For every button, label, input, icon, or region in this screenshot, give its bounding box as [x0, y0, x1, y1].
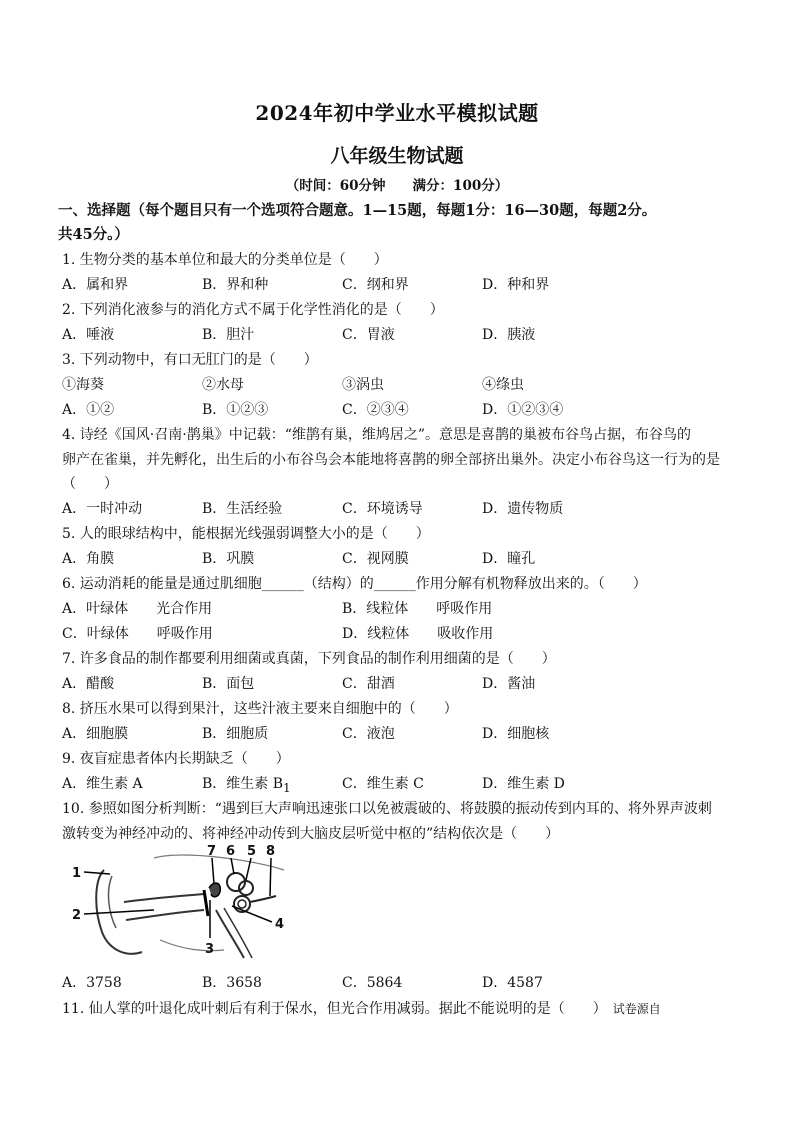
question-6-stem: 6. 运动消耗的能量是通过肌细胞______（结构）的______作用分解有机物释放出来的。（ ） [62, 576, 647, 592]
question-9-stem: 9. 夜盲症患者体内长期缺乏（ ） [62, 751, 290, 767]
question-4-stem-line3: （ ） [62, 476, 118, 492]
figure-label-8: 8 [266, 844, 276, 859]
q3-option-c: C．②③④ [342, 402, 409, 418]
figure-label-6: 6 [226, 844, 236, 859]
figure-label-2: 2 [72, 908, 82, 923]
leader-8 [270, 858, 271, 896]
figure-label-4: 4 [275, 917, 285, 932]
figure-label-5: 5 [247, 844, 257, 859]
q6-option-b: B．线粒体 呼吸作用 [342, 601, 493, 617]
q2-option-d: D．胰液 [482, 327, 536, 343]
q3-item-4: ④绦虫 [482, 377, 524, 393]
question-8-stem: 8. 挤压水果可以得到果汁，这些汁液主要来自细胞中的（ ） [62, 701, 458, 717]
q9-option-b-subscript: 1 [283, 780, 291, 795]
question-4-stem-line1: 4. 诗经《国风·召南·鹊巢》中记载：“维鹊有巢，维鸠居之”。意思是喜鹊的巢被布谷鸟占据，布谷鸟的 [62, 427, 692, 443]
cochlea-inner [238, 900, 246, 908]
q1-option-a: A．属和界 [62, 277, 129, 293]
q3-item-3: ③涡虫 [342, 377, 384, 393]
skull-line [154, 855, 284, 870]
leader-2 [84, 910, 154, 914]
q5-option-b: B．巩膜 [202, 551, 255, 567]
q8-option-d: D．细胞核 [482, 726, 550, 742]
jaw-line [160, 940, 224, 951]
q6-option-c: C．叶绿体 呼吸作用 [62, 626, 213, 642]
q10-option-a: A．3758 [62, 975, 122, 991]
q7-option-b: B．面包 [202, 676, 255, 692]
q2-option-c: C．胃液 [342, 327, 395, 343]
leader-1 [84, 872, 110, 874]
q2-option-b: B．胆汁 [202, 327, 255, 343]
q8-option-b: B．细胞质 [202, 726, 269, 742]
q9-option-b-text: B．维生素 B [202, 776, 284, 792]
exam-title: 2024年初中学业水平模拟试题 [255, 101, 539, 125]
question-7-stem: 7. 许多食品的制作都要利用细菌或真菌，下列食品的制作利用细菌的是（ ） [62, 651, 556, 667]
q8-option-c: C．液泡 [342, 726, 395, 742]
figure-label-3: 3 [205, 942, 215, 957]
q7-option-a: A．醋酸 [62, 676, 115, 692]
section-heading: 一、选择题（每个题目只有一个选项符合题意。1—15题，每题1分：16—30题，每题2分。 [58, 202, 657, 219]
q1-option-c: C．纲和界 [342, 277, 409, 293]
question-11-stem [62, 998, 661, 1018]
section-heading-cont: 共45分。） [58, 226, 129, 243]
q1-option-d: D．种和界 [482, 277, 550, 293]
q9-option-d: D．维生素 D [482, 776, 565, 792]
q2-option-a: A．唾液 [62, 327, 115, 343]
question-4-stem-line2: 卵产在雀巢，并先孵化，出生后的小布谷鸟会本能地将喜鹊的卵全部挤出巢外。决定小布谷鸟这一行为的是 [62, 452, 720, 468]
question-2-stem: 2. 下列消化液参与的消化方式不属于化学性消化的是（ ） [62, 302, 444, 318]
q3-option-d: D．①②③④ [482, 402, 564, 418]
q4-option-a: A．一时冲动 [62, 501, 143, 517]
q3-option-a: A．①② [62, 402, 115, 418]
ear-canal-top [124, 894, 204, 902]
leader-7 [212, 858, 214, 884]
question-3-stem: 3. 下列动物中，有口无肛门的是（ ） [62, 352, 318, 368]
q10-option-c: C．5864 [342, 975, 403, 991]
q4-option-d: D．遗传物质 [482, 501, 564, 517]
question-11-text: 11. 仙人掌的叶退化成叶刺后有利于保水，但光合作用减弱。据此不能说明的是（ ） [62, 1001, 607, 1017]
q9-option-c: C．维生素 C [342, 776, 424, 792]
q8-option-a: A．细胞膜 [62, 726, 129, 742]
exam-subtitle: 八年级生物试题 [330, 145, 464, 167]
exam-meta: （时间：60分钟 满分：100分） [285, 178, 509, 194]
ear-structure-figure [64, 840, 288, 968]
q3-option-b: B．①②③ [202, 402, 269, 418]
semicircular-canal-b [239, 881, 253, 895]
q4-option-b: B．生活经验 [202, 501, 283, 517]
leader-6 [231, 858, 234, 874]
outer-ear-fold [109, 876, 116, 928]
q3-item-2: ②水母 [202, 377, 244, 393]
leader-4 [232, 906, 272, 922]
q6-option-d: D．线粒体 吸收作用 [342, 626, 494, 642]
q1-option-b: B．界和种 [202, 277, 269, 293]
question-10-stem-line2: 激转变为神经冲动的、将神经冲动传到大脑皮层听觉中枢的”结构依次是（ ） [62, 826, 560, 842]
q4-option-c: C．环境诱导 [342, 501, 423, 517]
q9-option-a: A．维生素 A [62, 776, 143, 792]
auditory-nerve [250, 896, 276, 902]
question-10-stem-line1: 10. 参照如图分析判断：“遇到巨大声响迅速张口以免被震破的、将鼓膜的振动传到内耳的、将外界声波刺 [62, 801, 712, 817]
ossicles-shape [209, 883, 220, 897]
figure-label-7: 7 [207, 844, 217, 859]
figure-label-1: 1 [72, 866, 82, 881]
q3-item-1: ①海葵 [62, 377, 104, 393]
question-5-stem: 5. 人的眼球结构中，能根据光线强弱调整大小的是（ ） [62, 526, 430, 542]
q7-option-d: D．酱油 [482, 676, 536, 692]
q10-option-d: D．4587 [482, 975, 543, 991]
question-1-stem: 1. 生物分类的基本单位和最大的分类单位是（ ） [62, 252, 388, 268]
q5-option-c: C．视网膜 [342, 551, 409, 567]
q5-option-d: D．瞳孔 [482, 551, 536, 567]
q10-option-b: B．3658 [202, 975, 262, 991]
q6-option-a: A．叶绿体 光合作用 [62, 601, 213, 617]
q7-option-c: C．甜酒 [342, 676, 395, 692]
q9-option-b [202, 773, 291, 795]
eardrum-shape [204, 890, 208, 916]
q5-option-a: A．角膜 [62, 551, 115, 567]
question-11-tail: 试卷源自 [612, 1002, 661, 1016]
